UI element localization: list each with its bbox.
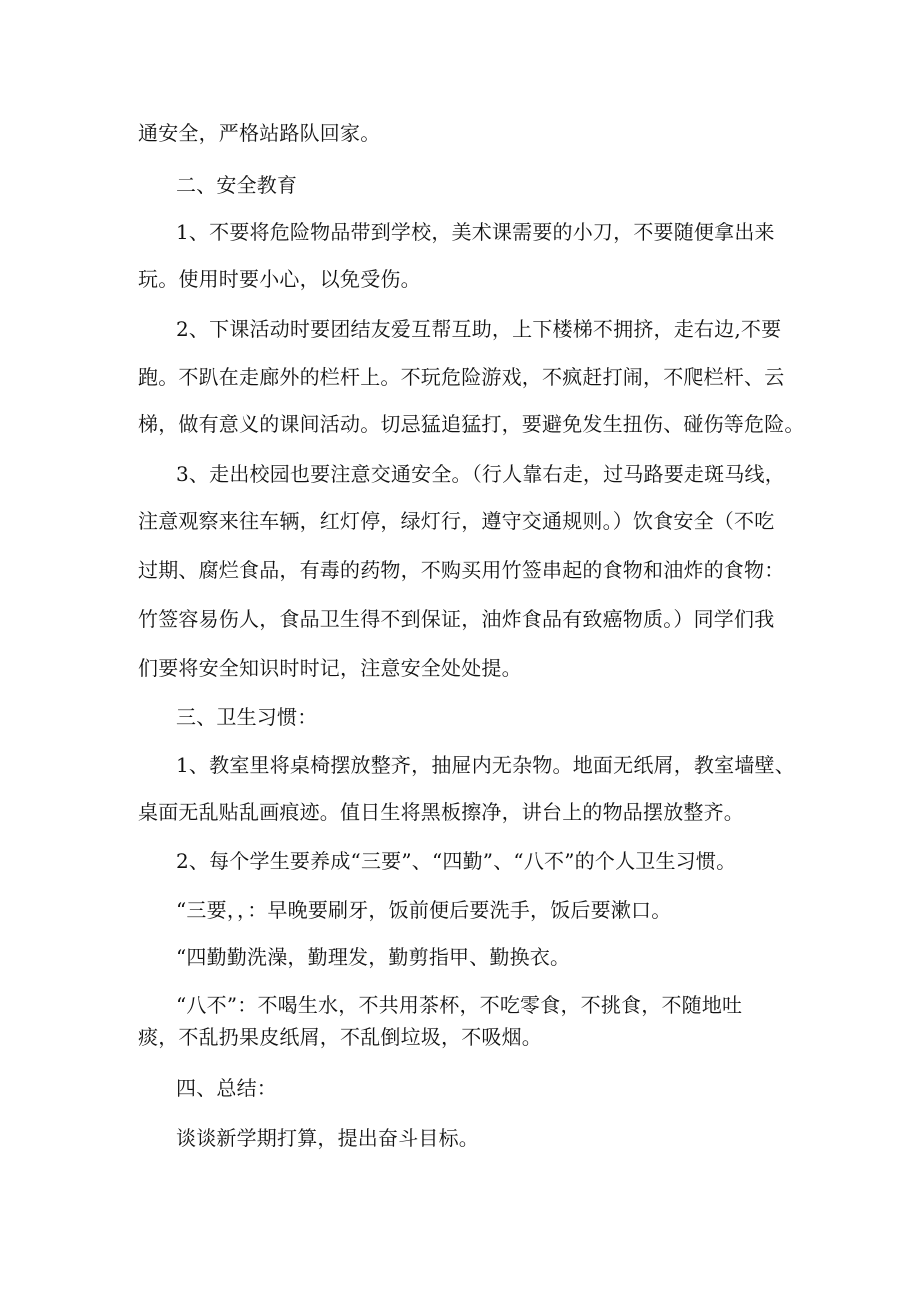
section-heading-safety-education: 二、安全教育 bbox=[176, 173, 298, 197]
paragraph-line: 们要将安全知识时时记，注意安全处处提。 bbox=[138, 656, 522, 680]
paragraph-line: “四勤勤洗澡，勤理发，勤剪指甲、勤换衣。 bbox=[176, 945, 571, 969]
paragraph-line: 1、不要将危险物品带到学校，美术课需要的小刀，不要随便拿出来 bbox=[176, 220, 775, 244]
section-heading-summary: 四、总结： bbox=[176, 1076, 277, 1100]
paragraph-line: 2、每个学生要养成“三要”、“四勤”、“八不”的个人卫生习惯。 bbox=[176, 849, 737, 873]
paragraph-line: 1、教室里将桌椅摆放整齐，抽屉内无杂物。地面无纸屑，教室墙壁、 bbox=[176, 753, 795, 777]
paragraph-line: “八不”：不喝生水，不共用茶杯，不吃零食，不挑食，不随地吐 bbox=[176, 993, 743, 1017]
paragraph-line: 谈谈新学期打算，提出奋斗目标。 bbox=[176, 1126, 479, 1150]
paragraph-line: 梯，做有意义的课间活动。切忌猛追猛打，要避免发生扭伤、碰伤等危险。 bbox=[138, 412, 805, 436]
paragraph-line: 过期、腐烂食品，有毒的药物，不购买用竹签串起的食物和油炸的食物： bbox=[138, 558, 785, 582]
paragraph-line: 竹签容易伤人，食品卫生得不到保证，油炸食品有致癌物质。）同学们我 bbox=[138, 607, 775, 631]
paragraph-line: 痰，不乱扔果皮纸屑，不乱倒垃圾，不吸烟。 bbox=[138, 1025, 542, 1049]
paragraph-line: 注意观察来往车辆，红灯停，绿灯行，遵守交通规则。）饮食安全（不吃 bbox=[138, 509, 775, 533]
paragraph-line: 3、走出校园也要注意交通安全。（行人靠右走，过马路要走斑马线， bbox=[176, 462, 785, 486]
paragraph-line: 跑。不趴在走廊外的栏杆上。不玩危险游戏，不疯赶打闹，不爬栏杆、云 bbox=[138, 365, 785, 389]
paragraph-line: 玩。使用时要小心，以免受伤。 bbox=[138, 267, 421, 291]
paragraph-line: 通安全，严格站路队回家。 bbox=[138, 121, 381, 145]
paragraph-line: 桌面无乱贴乱画痕迹。值日生将黑板擦净，讲台上的物品摆放整齐。 bbox=[138, 800, 744, 824]
paragraph-line: “三要，，：早晚要刷牙，饭前便后要洗手，饭后要漱口。 bbox=[176, 898, 672, 922]
section-heading-hygiene-habits: 三、卫生习惯： bbox=[176, 705, 318, 729]
paragraph-line: 2、下课活动时要团结友爱互帮互助，上下楼梯不拥挤，走右边,不要 bbox=[176, 317, 782, 341]
